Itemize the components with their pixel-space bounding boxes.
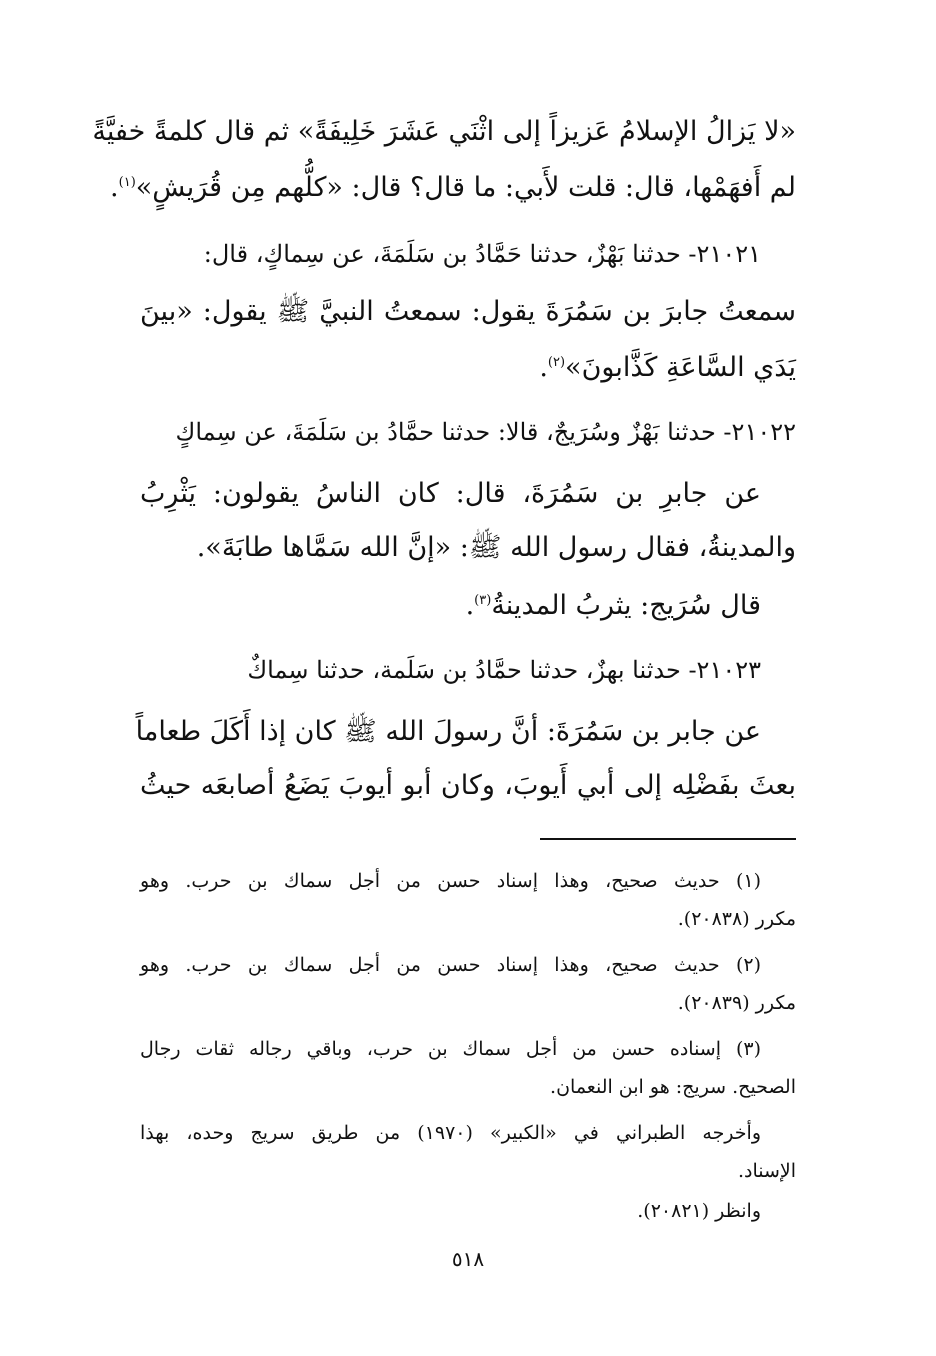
footnote-ref-2[interactable]: (٢): [547, 355, 566, 370]
footnote-2-line-2: مكرر (٢٠٨٣٩).: [677, 992, 796, 1014]
main-text-line-2-text: لم أَفهَمْها، قال: قلت لأَبي: ما قال؟ قال: «كلُّهم مِن قُرَيشٍ»: [135, 172, 796, 203]
main-text-line-4: سمعتُ جابرَ بن سَمُرَةَ يقول: سمعتُ النبيَّ ﷺ يقول: «بينَ: [140, 296, 796, 327]
footnote-3-line-1: (٣) إسناده حسن من أجل سماك بن حرب، وباقي رجاله ثقات رجال: [140, 1038, 761, 1060]
main-text-line-8: والمدينةُ، فقال رسول الله ﷺ: «إنَّ الله سَمَّاها طابَةَ».: [196, 532, 796, 563]
footnote-3-line-3: وأخرجه الطبراني في «الكبير» (١٩٧٠) من طريق سريج وحده، بهذا: [140, 1122, 761, 1144]
main-text-line-9-end: .: [465, 590, 475, 621]
main-text-line-11: عن جابر بن سَمُرَةَ: أنَّ رسولَ الله ﷺ كان إذا أَكَلَ طعاماً: [135, 716, 761, 747]
footnote-separator: [540, 838, 796, 840]
page-number: ٥١٨: [451, 1247, 485, 1271]
footnote-3-line-4: الإسناد.: [737, 1160, 796, 1182]
footnote-2-line-1: (٢) حديث صحيح، وهذا إسناد حسن من أجل سماك بن حرب. وهو: [140, 954, 761, 976]
main-text-line-5: [140, 348, 796, 388]
hadith-21021-heading: ٢١٠٢١- حدثنا بَهْزٌ، حدثنا حَمَّادُ بن سَلَمَةَ، عن سِماكٍ، قال:: [203, 240, 761, 268]
footnote-1-line-1: (١) حديث صحيح، وهذا إسناد حسن من أجل سماك بن حرب. وهو: [140, 870, 761, 892]
main-text-line-5-end: .: [539, 352, 548, 383]
hadith-21023-heading: ٢١٠٢٣- حدثنا بهزٌ، حدثنا حمَّادُ بن سَلَمة، حدثنا سِماكٌ: [247, 656, 761, 684]
footnote-3-line-2: الصحيح. سريج: هو ابن النعمان.: [550, 1076, 796, 1098]
footnote-3-line-5: وانظر (٢٠٨٢١).: [637, 1200, 761, 1222]
main-text-line-9-text: قال سُرَيج: يثربُ المدينةُ: [491, 590, 761, 621]
main-text-line-12: بعثَ بفَضْلِه إلى أبي أَيوبَ، وكان أبو أيوبَ يَضَعُ أصابعَه حيثُ: [140, 770, 796, 801]
hadith-21022-heading: ٢١٠٢٢- حدثنا بَهْزٌ وسُرَيجٌ، قالا: حدثنا حمَّادُ بن سَلَمَةَ، عن سِماكٍ: [175, 418, 796, 446]
footnote-ref-1[interactable]: (١): [118, 175, 136, 190]
footnote-ref-3[interactable]: (٣): [474, 593, 492, 608]
main-text-line-7: عن جابرِ بن سَمُرَةَ، قال: كان الناسُ يقولون: يَثْرِبُ: [140, 478, 761, 509]
main-text-line-1: «لا يَزالُ الإسلامُ عَزيزاً إلى اثْنَي عَشَرَ خَلِيفَةً» ثم قال كلمةً خفيَّةً: [92, 116, 796, 147]
main-text-line-5-text: يَدَي السَّاعَةِ كَذَّابونَ»: [565, 352, 796, 383]
main-text-line-9: [140, 586, 761, 626]
main-text-line-2: [110, 168, 796, 208]
footnote-1-line-2: مكرر (٢٠٨٣٨).: [677, 908, 796, 930]
main-text-line-2-end: .: [110, 172, 119, 203]
